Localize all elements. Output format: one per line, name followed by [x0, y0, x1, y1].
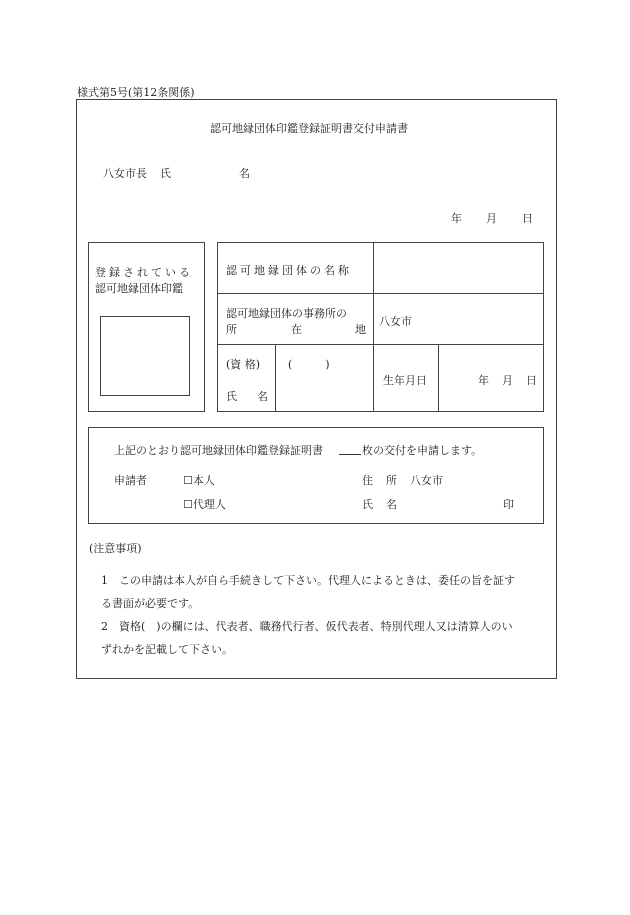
- office-label-char: 地: [355, 323, 366, 336]
- name-label-char: 氏: [226, 390, 237, 403]
- request-sentence-end: 枚の交付を申請します。: [362, 444, 483, 457]
- office-label-char: 所: [226, 323, 237, 336]
- date-day: 日: [522, 212, 533, 225]
- option-agent-checkbox[interactable]: ☐代理人: [183, 498, 226, 511]
- notes-heading: (注意事項): [89, 542, 142, 555]
- office-label-char: 在: [291, 323, 302, 336]
- applicant-address-value[interactable]: 八女市: [410, 474, 443, 487]
- request-sentence-start: 上記のとおり認可地縁団体印鑑登録証明書: [114, 444, 323, 457]
- address-label-char: 所: [386, 474, 397, 487]
- form-title: 認可地縁団体印鑑登録証明書交付申請書: [210, 122, 408, 135]
- office-label-line1: 認可地縁団体の事務所の: [226, 307, 347, 320]
- qualification-label: (資 格): [226, 358, 261, 371]
- option-self-checkbox[interactable]: ☐本人: [183, 474, 215, 487]
- seal-box-label-line2: 認可地縁団体印鑑: [95, 282, 183, 295]
- name-label-char: 氏: [362, 498, 373, 511]
- seal-box-label-line1: 登録されている: [95, 266, 193, 279]
- address-label-char: 住: [362, 474, 373, 487]
- applicant-label: 申請者: [114, 474, 147, 487]
- qualification-field[interactable]: ( ): [288, 358, 330, 371]
- note-item-2-line2: ずれかを記載して下さい。: [101, 643, 233, 656]
- form-number: 様式第5号(第12条関係): [77, 86, 195, 99]
- note-item-1-line2: る書面が必要です。: [101, 597, 200, 610]
- representative-name-field[interactable]: [280, 378, 368, 406]
- birth-day: 日: [526, 374, 537, 387]
- date-year: 年: [451, 212, 462, 225]
- note-item-2-line1: 2 資格( )の欄には、代表者、職務代行者、仮代表者、特別代理人又は清算人のい: [101, 620, 513, 633]
- birth-year: 年: [478, 374, 489, 387]
- date-month: 月: [486, 212, 497, 225]
- office-address-value[interactable]: 八女市: [379, 315, 412, 328]
- birth-month: 月: [502, 374, 513, 387]
- org-name-label: 認可地縁団体の名称: [226, 264, 352, 277]
- name-label-char: 名: [257, 390, 268, 403]
- seal-mark: 印: [503, 498, 514, 511]
- applicant-name-field[interactable]: [410, 492, 490, 510]
- birthdate-label: 生年月日: [383, 374, 427, 387]
- name-label-char: 名: [386, 498, 397, 511]
- copies-count-field[interactable]: [339, 443, 361, 455]
- addressee-honorific: 氏: [160, 167, 171, 180]
- table-divider: [373, 242, 374, 411]
- table-divider: [217, 293, 543, 294]
- note-item-1-line1: 1 この申請は本人が自ら手続きして下さい。代理人によるときは、委任の旨を証す: [101, 574, 515, 587]
- org-name-field[interactable]: [378, 250, 538, 288]
- table-divider: [275, 344, 276, 411]
- table-divider: [217, 344, 543, 345]
- addressee-office: 八女市長: [103, 167, 147, 180]
- seal-impression-area[interactable]: [100, 316, 190, 396]
- addressee-name-suffix: 名: [239, 167, 250, 180]
- table-divider: [438, 344, 439, 411]
